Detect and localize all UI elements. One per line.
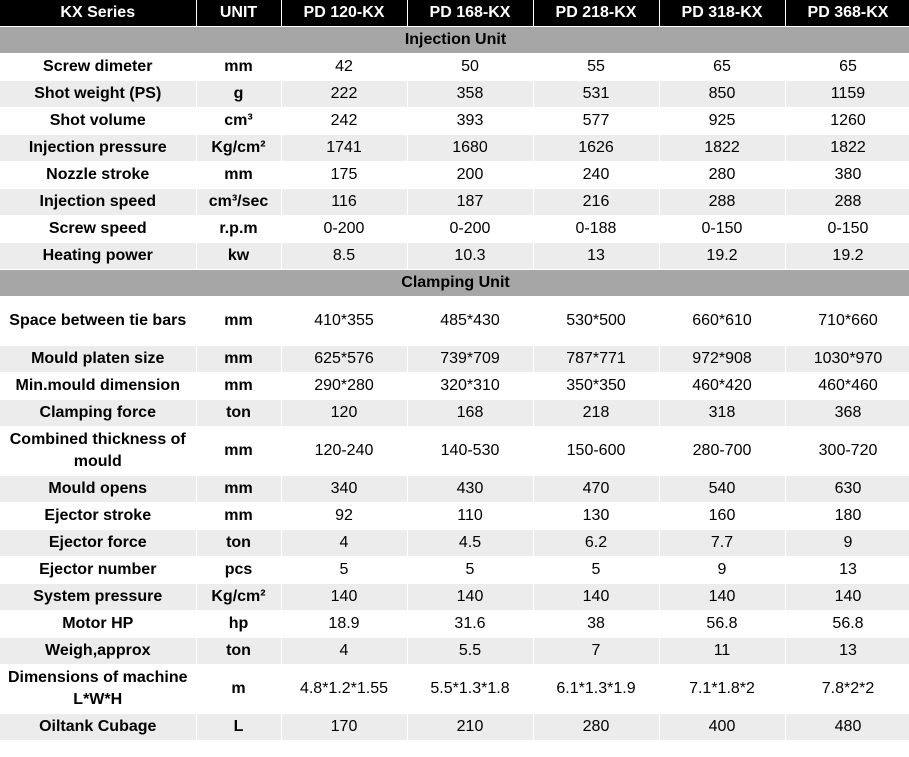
value-cell: 358 <box>407 81 533 108</box>
value-cell: 242 <box>281 108 407 135</box>
row-label: Combined thickness of mould <box>0 427 196 476</box>
row-label: Heating power <box>0 243 196 270</box>
value-cell: 110 <box>407 503 533 530</box>
table-row <box>0 611 909 638</box>
value-cell: 430 <box>407 476 533 503</box>
row-label: Ejector stroke <box>0 503 196 530</box>
row-unit: mm <box>196 162 281 189</box>
value-cell: 290*280 <box>281 373 407 400</box>
table-row <box>0 503 909 530</box>
value-cell: 13 <box>785 638 909 665</box>
table-row <box>0 373 909 400</box>
value-cell: 4 <box>281 638 407 665</box>
value-cell: 11 <box>659 638 785 665</box>
value-cell: 480 <box>785 714 909 741</box>
value-cell: 1822 <box>659 135 785 162</box>
value-cell: 630 <box>785 476 909 503</box>
table-row <box>0 427 909 476</box>
value-cell: 218 <box>533 400 659 427</box>
row-unit: Kg/cm² <box>196 584 281 611</box>
value-cell: 393 <box>407 108 533 135</box>
value-cell: 5 <box>407 557 533 584</box>
value-cell: 972*908 <box>659 346 785 373</box>
value-cell: 187 <box>407 189 533 216</box>
row-label: Shot volume <box>0 108 196 135</box>
value-cell: 7.1*1.8*2 <box>659 665 785 714</box>
value-cell: 530*500 <box>533 297 659 346</box>
value-cell: 485*430 <box>407 297 533 346</box>
value-cell: 470 <box>533 476 659 503</box>
row-unit: kw <box>196 243 281 270</box>
header-model: PD 120-KX <box>281 0 407 27</box>
value-cell: 120 <box>281 400 407 427</box>
value-cell: 19.2 <box>785 243 909 270</box>
value-cell: 1159 <box>785 81 909 108</box>
table-row <box>0 346 909 373</box>
row-label: Space between tie bars <box>0 297 196 346</box>
value-cell: 410*355 <box>281 297 407 346</box>
value-cell: 340 <box>281 476 407 503</box>
value-cell: 10.3 <box>407 243 533 270</box>
row-label: Screw dimeter <box>0 54 196 81</box>
value-cell: 368 <box>785 400 909 427</box>
value-cell: 9 <box>785 530 909 557</box>
row-unit: ton <box>196 638 281 665</box>
row-label: Nozzle stroke <box>0 162 196 189</box>
value-cell: 577 <box>533 108 659 135</box>
row-unit: pcs <box>196 557 281 584</box>
value-cell: 6.1*1.3*1.9 <box>533 665 659 714</box>
value-cell: 0-200 <box>281 216 407 243</box>
table-row <box>0 638 909 665</box>
value-cell: 180 <box>785 503 909 530</box>
table-row <box>0 243 909 270</box>
value-cell: 130 <box>533 503 659 530</box>
value-cell: 31.6 <box>407 611 533 638</box>
value-cell: 38 <box>533 611 659 638</box>
section-row <box>0 27 909 54</box>
value-cell: 50 <box>407 54 533 81</box>
row-label: Mould opens <box>0 476 196 503</box>
value-cell: 9 <box>659 557 785 584</box>
value-cell: 1741 <box>281 135 407 162</box>
value-cell: 320*310 <box>407 373 533 400</box>
table-row <box>0 81 909 108</box>
value-cell: 210 <box>407 714 533 741</box>
value-cell: 4.5 <box>407 530 533 557</box>
table-row <box>0 162 909 189</box>
value-cell: 460*420 <box>659 373 785 400</box>
row-unit: g <box>196 81 281 108</box>
row-label: Ejector number <box>0 557 196 584</box>
table-row <box>0 54 909 81</box>
value-cell: 460*460 <box>785 373 909 400</box>
value-cell: 240 <box>533 162 659 189</box>
value-cell: 5 <box>533 557 659 584</box>
table-row <box>0 135 909 162</box>
header-model: PD 368-KX <box>785 0 909 27</box>
value-cell: 710*660 <box>785 297 909 346</box>
value-cell: 0-150 <box>659 216 785 243</box>
row-label: Screw speed <box>0 216 196 243</box>
value-cell: 300-720 <box>785 427 909 476</box>
row-label: Injection pressure <box>0 135 196 162</box>
value-cell: 1030*970 <box>785 346 909 373</box>
value-cell: 55 <box>533 54 659 81</box>
value-cell: 280 <box>659 162 785 189</box>
table-row <box>0 584 909 611</box>
value-cell: 175 <box>281 162 407 189</box>
value-cell: 168 <box>407 400 533 427</box>
value-cell: 160 <box>659 503 785 530</box>
value-cell: 288 <box>785 189 909 216</box>
row-label: Clamping force <box>0 400 196 427</box>
value-cell: 5 <box>281 557 407 584</box>
header-model: PD 318-KX <box>659 0 785 27</box>
table-row <box>0 665 909 714</box>
value-cell: 7.7 <box>659 530 785 557</box>
row-unit: mm <box>196 503 281 530</box>
value-cell: 280-700 <box>659 427 785 476</box>
value-cell: 850 <box>659 81 785 108</box>
value-cell: 288 <box>659 189 785 216</box>
row-label: Mould platen size <box>0 346 196 373</box>
value-cell: 170 <box>281 714 407 741</box>
row-unit: ton <box>196 400 281 427</box>
value-cell: 116 <box>281 189 407 216</box>
table-row <box>0 297 909 346</box>
value-cell: 120-240 <box>281 427 407 476</box>
value-cell: 1626 <box>533 135 659 162</box>
row-unit: mm <box>196 373 281 400</box>
value-cell: 140 <box>533 584 659 611</box>
value-cell: 216 <box>533 189 659 216</box>
row-unit: mm <box>196 476 281 503</box>
row-unit: mm <box>196 346 281 373</box>
row-unit: mm <box>196 427 281 476</box>
row-unit: cm³ <box>196 108 281 135</box>
value-cell: 140 <box>281 584 407 611</box>
table-body <box>0 27 909 741</box>
value-cell: 140 <box>659 584 785 611</box>
value-cell: 19.2 <box>659 243 785 270</box>
row-unit: r.p.m <box>196 216 281 243</box>
row-label: Weigh,approx <box>0 638 196 665</box>
value-cell: 5.5*1.3*1.8 <box>407 665 533 714</box>
value-cell: 65 <box>785 54 909 81</box>
row-unit: hp <box>196 611 281 638</box>
value-cell: 531 <box>533 81 659 108</box>
value-cell: 7 <box>533 638 659 665</box>
value-cell: 140 <box>785 584 909 611</box>
row-label: Injection speed <box>0 189 196 216</box>
row-label: System pressure <box>0 584 196 611</box>
value-cell: 13 <box>785 557 909 584</box>
table-row <box>0 108 909 135</box>
value-cell: 925 <box>659 108 785 135</box>
value-cell: 0-200 <box>407 216 533 243</box>
value-cell: 540 <box>659 476 785 503</box>
value-cell: 280 <box>533 714 659 741</box>
value-cell: 1822 <box>785 135 909 162</box>
row-unit: cm³/sec <box>196 189 281 216</box>
value-cell: 150-600 <box>533 427 659 476</box>
row-label: Ejector force <box>0 530 196 557</box>
table-row <box>0 216 909 243</box>
section-title: Clamping Unit <box>0 270 909 297</box>
table-row <box>0 714 909 741</box>
value-cell: 13 <box>533 243 659 270</box>
value-cell: 400 <box>659 714 785 741</box>
row-unit: m <box>196 665 281 714</box>
value-cell: 42 <box>281 54 407 81</box>
value-cell: 140-530 <box>407 427 533 476</box>
value-cell: 18.9 <box>281 611 407 638</box>
header-row <box>0 0 909 27</box>
row-unit: ton <box>196 530 281 557</box>
value-cell: 140 <box>407 584 533 611</box>
row-unit: mm <box>196 54 281 81</box>
value-cell: 92 <box>281 503 407 530</box>
table-header <box>0 0 909 27</box>
row-label: Motor HP <box>0 611 196 638</box>
value-cell: 7.8*2*2 <box>785 665 909 714</box>
value-cell: 0-150 <box>785 216 909 243</box>
value-cell: 8.5 <box>281 243 407 270</box>
row-unit: mm <box>196 297 281 346</box>
row-label: Shot weight (PS) <box>0 81 196 108</box>
table-row <box>0 189 909 216</box>
header-model: PD 168-KX <box>407 0 533 27</box>
section-title: Injection Unit <box>0 27 909 54</box>
header-series: KX Series <box>0 0 196 27</box>
row-label: Min.mould dimension <box>0 373 196 400</box>
row-unit: Kg/cm² <box>196 135 281 162</box>
value-cell: 56.8 <box>659 611 785 638</box>
table-row <box>0 400 909 427</box>
value-cell: 56.8 <box>785 611 909 638</box>
row-label: Dimensions of machine L*W*H <box>0 665 196 714</box>
value-cell: 222 <box>281 81 407 108</box>
value-cell: 350*350 <box>533 373 659 400</box>
value-cell: 4 <box>281 530 407 557</box>
section-row <box>0 270 909 297</box>
value-cell: 660*610 <box>659 297 785 346</box>
row-label: Oiltank Cubage <box>0 714 196 741</box>
row-unit: L <box>196 714 281 741</box>
value-cell: 380 <box>785 162 909 189</box>
value-cell: 739*709 <box>407 346 533 373</box>
value-cell: 200 <box>407 162 533 189</box>
value-cell: 1680 <box>407 135 533 162</box>
value-cell: 0-188 <box>533 216 659 243</box>
table-row <box>0 557 909 584</box>
value-cell: 1260 <box>785 108 909 135</box>
header-model: PD 218-KX <box>533 0 659 27</box>
value-cell: 65 <box>659 54 785 81</box>
value-cell: 6.2 <box>533 530 659 557</box>
value-cell: 5.5 <box>407 638 533 665</box>
header-unit: UNIT <box>196 0 281 27</box>
table-row <box>0 530 909 557</box>
value-cell: 625*576 <box>281 346 407 373</box>
value-cell: 4.8*1.2*1.55 <box>281 665 407 714</box>
table-row <box>0 476 909 503</box>
value-cell: 318 <box>659 400 785 427</box>
value-cell: 787*771 <box>533 346 659 373</box>
